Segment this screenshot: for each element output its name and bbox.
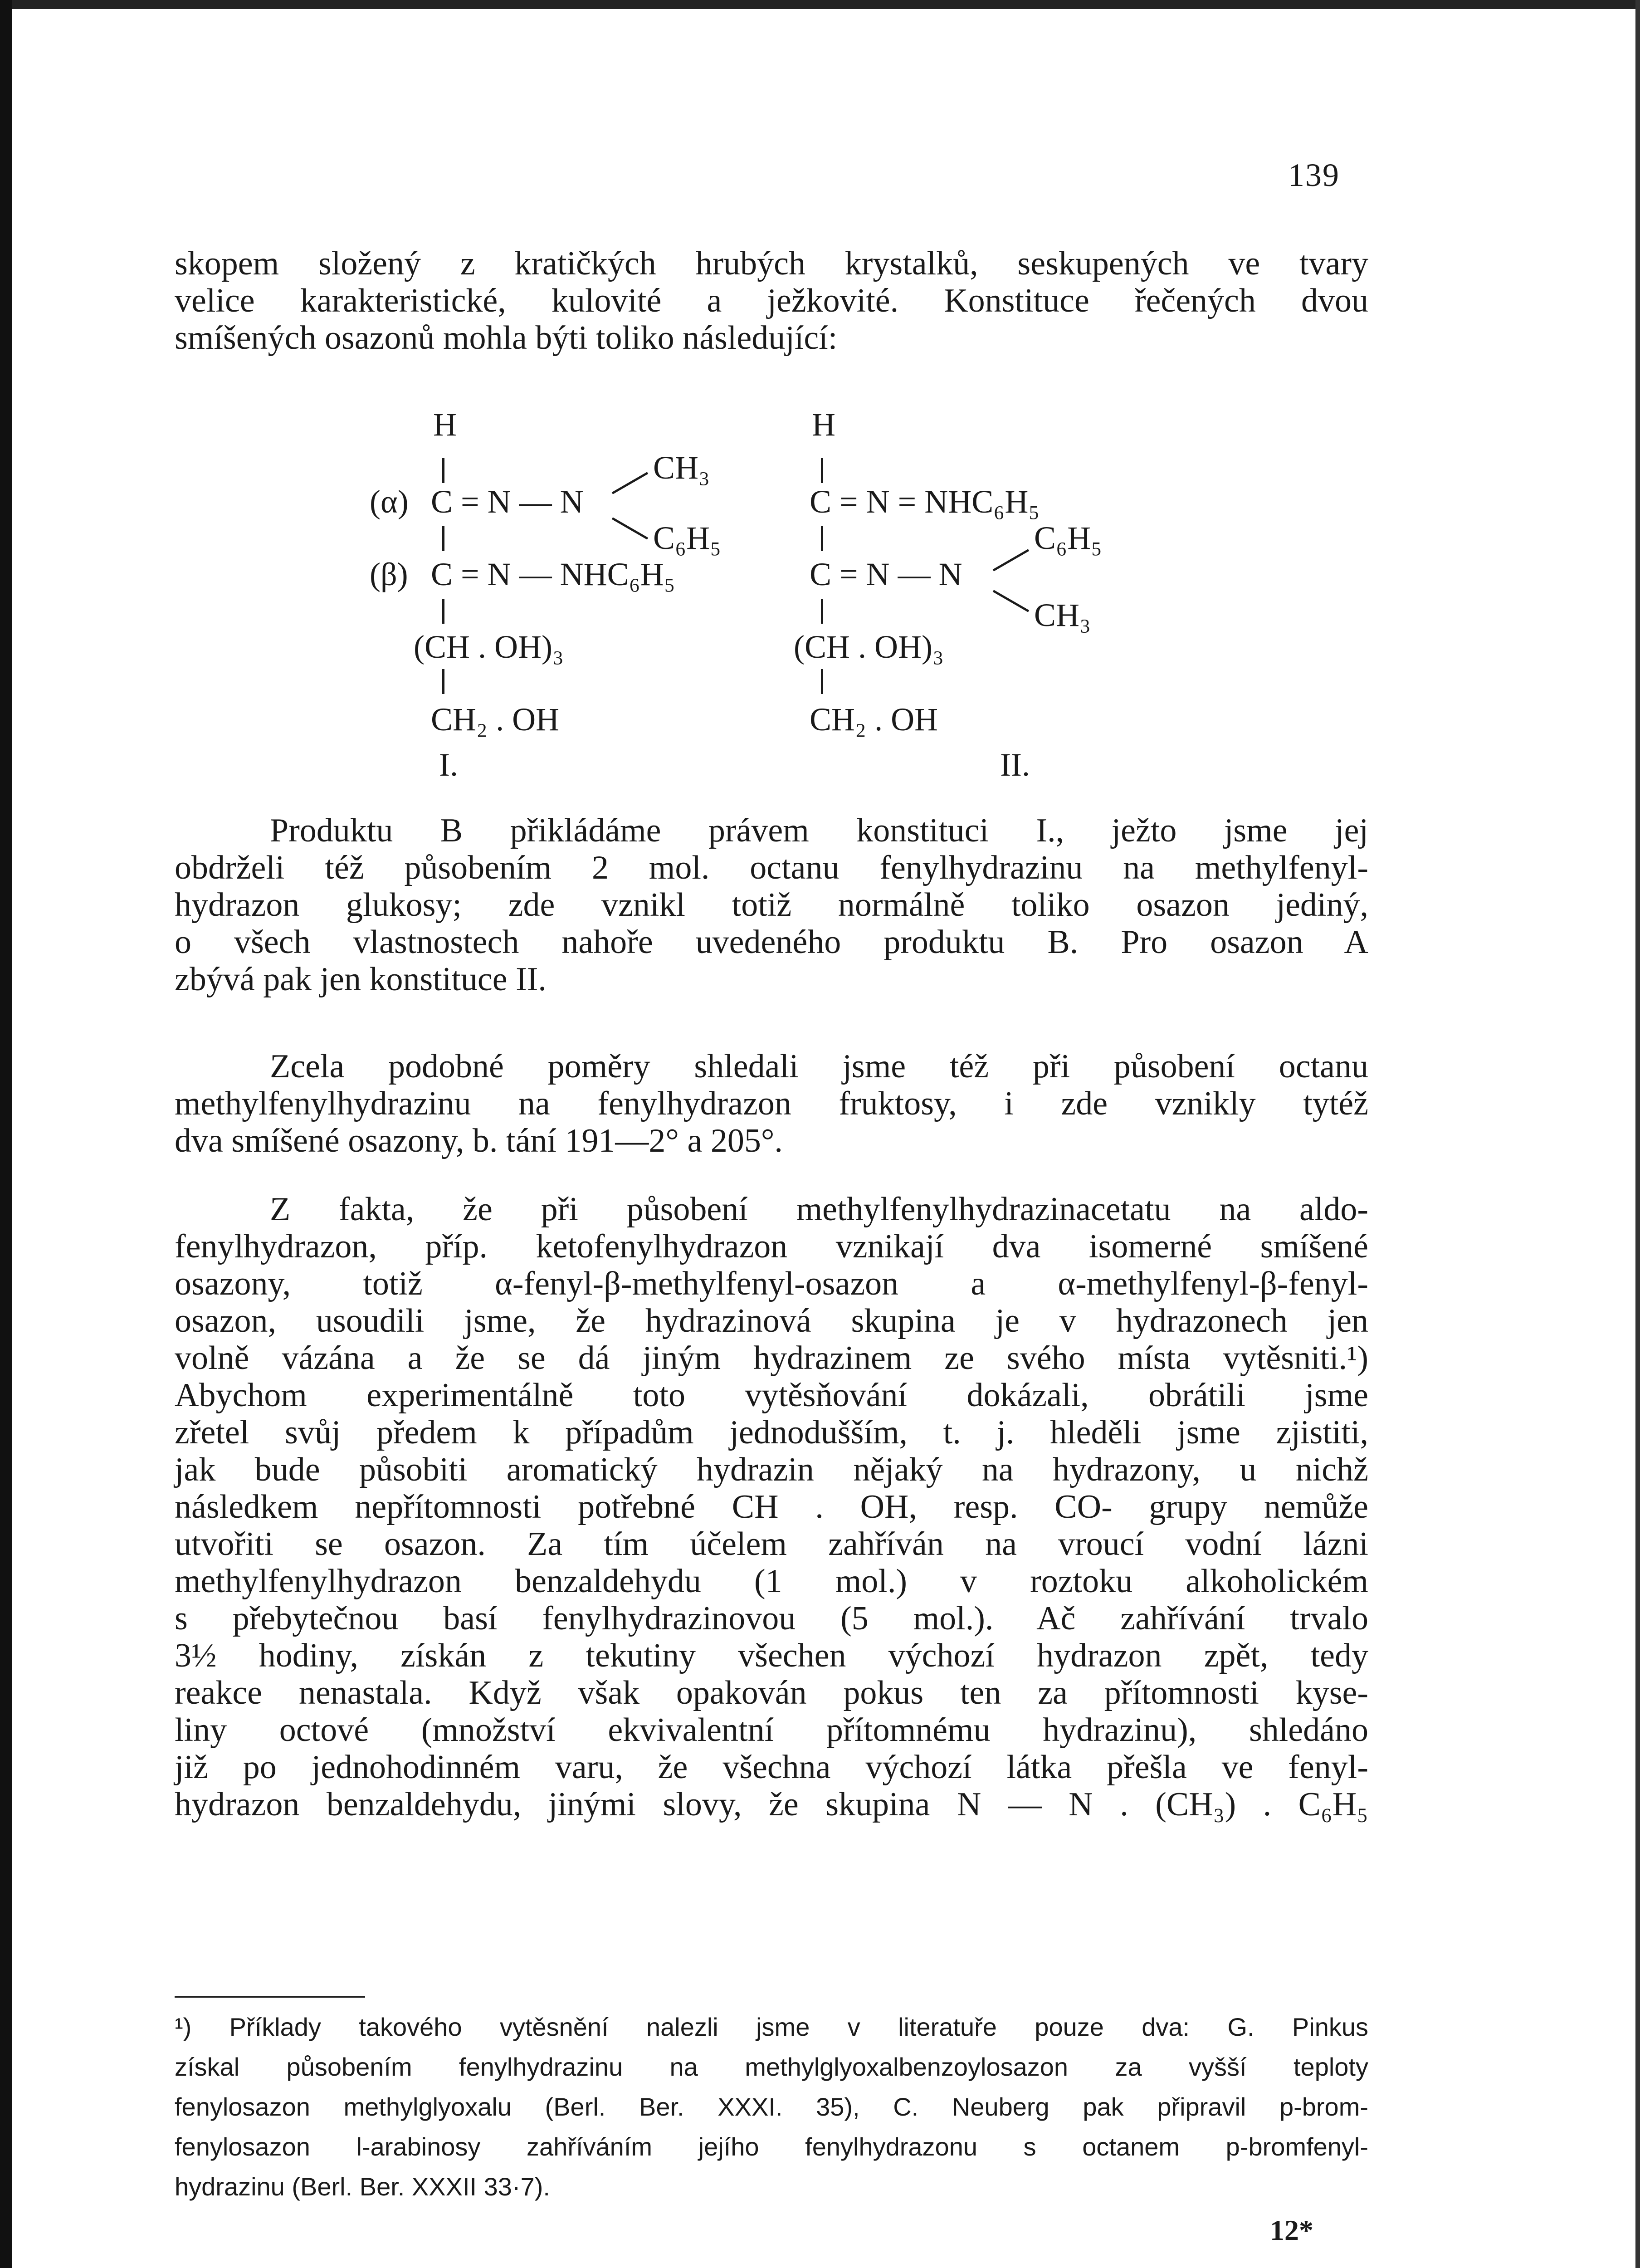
text-line: obdrželi též působením 2 mol. octanu fenylhydrazinu na methylfenyl- [175, 849, 1368, 886]
text-line: zbývá pak jen konstituce II. [175, 961, 547, 998]
intro-paragraph [175, 245, 1368, 357]
text-line: zřetel svůj předem k případům jednodušším, t. j. hleděli jsme zjistiti, [175, 1414, 1368, 1451]
formula-II-label: II. [1000, 747, 1030, 783]
bond-diagonal-down [612, 517, 648, 539]
formula-I-row2: C = N — NHC₆H₅ [431, 556, 675, 592]
text-line: již po jednohodinném varu, že všechna výchozí látka přešla ve fenyl- [175, 1749, 1368, 1786]
text-line: volně vázána a že se dá jiným hydrazinem ze svého místa vytěsniti.¹) [175, 1339, 1368, 1377]
footnote [175, 2007, 1368, 2207]
text-line: liny octové (množství ekvivalentní přítomnému hydrazinu), shledáno [175, 1711, 1368, 1749]
formula-II-row4: CH₂ . OH [810, 701, 938, 738]
structural-formulas [0, 0, 1640, 816]
bond-diagonal-up [993, 549, 1029, 571]
text-line: s přebytečnou basí fenylhydrazinovou (5 mol.). Ač zahřívání trvalo [175, 1600, 1368, 1637]
text-line: osazony, totiž α-fenyl-β-methylfenyl-osazon a α-methylfenyl-β-fenyl- [175, 1265, 1368, 1302]
formula-II-row2: C = N — N [810, 556, 962, 592]
paragraph-zcela [175, 1048, 1368, 1159]
bond-vertical [442, 599, 444, 624]
footnote-line: fenylosazon l-arabinosy zahříváním jejího fenylhydrazonu s octanem p-bromfenyl- [175, 2132, 1368, 2161]
text-line: velice karakteristické, kulovité a ježkovité. Konstituce řečených dvou [175, 282, 1368, 319]
bond-vertical [442, 526, 444, 551]
text-line: hydrazon glukosy; zde vznikl totiž normálně toliko osazon jediný, [175, 886, 1368, 924]
text-line: osazon, usoudili jsme, že hydrazinová skupina je v hydrazonech jen [175, 1302, 1368, 1339]
paragraph-produktu [175, 812, 1368, 998]
text-line: skopem složený z kratičkých hrubých krystalků, seskupených ve tvary [175, 245, 1368, 282]
bond-vertical [821, 458, 823, 483]
text-line: o všech vlastnostech nahoře uvedeného produktu B. Pro osazon A [175, 924, 1368, 961]
paragraph-fakta [175, 1191, 1368, 1823]
formula-II-row3: (CH . OH)₃ [794, 629, 944, 665]
signature-mark: 12* [1270, 2214, 1313, 2246]
page-number: 139 [1288, 157, 1340, 193]
formula-I-ch3: CH₃ [653, 450, 710, 486]
footnote-rule [175, 1996, 365, 1998]
formula-I-alpha-label: (α) [370, 484, 409, 520]
footnote-line: získal působením fenylhydrazinu na methylglyoxalbenzoylosazon za vyšší teploty [175, 2053, 1368, 2081]
footnote-line: fenylosazon methylglyoxalu (Berl. Ber. XXXI. 35), C. Neuberg pak připravil p-brom- [175, 2092, 1368, 2121]
formula-II-row1: C = N = NHC₆H₅ [810, 484, 1040, 520]
scan-border-right [1635, 0, 1640, 2268]
text-line: methylfenylhydrazinu na fenylhydrazon fruktosy, i zde vznikly tytéž [175, 1085, 1368, 1122]
text-line: Zcela podobné poměry shledali jsme též při působení octanu [270, 1048, 1368, 1085]
formula-II-hydrogen: H [812, 406, 835, 443]
footnote-line: ¹) Příklady takového vytěsnění nalezli jsme v literatuře pouze dva: G. Pinkus [175, 2013, 1368, 2041]
bond-vertical [442, 669, 444, 694]
text-line: Abychom experimentálně toto vytěsňování dokázali, obrátili jsme [175, 1377, 1368, 1414]
formula-I-row3: (CH . OH)₃ [414, 629, 564, 665]
text-line: hydrazon benzaldehydu, jinými slovy, že skupina N — N . (CH₃) . C₆H₅ [175, 1786, 1368, 1823]
formula-I-row4: CH₂ . OH [431, 701, 560, 738]
bond-vertical [821, 669, 823, 694]
text-line: fenylhydrazon, příp. ketofenylhydrazon vznikají dva isomerné smíšené [175, 1228, 1368, 1265]
text-line: Z fakta, že při působení methylfenylhydrazinacetatu na aldo- [270, 1191, 1368, 1228]
bond-vertical [442, 458, 444, 483]
footnote-line: hydrazinu (Berl. Ber. XXXII 33·7). [175, 2172, 550, 2201]
formula-II-ch3: CH₃ [1034, 597, 1091, 633]
text-line: Produktu B přikládáme právem konstituci I., ježto jsme jej [270, 812, 1368, 849]
text-line: následkem nepřítomnosti potřebné CH . OH, resp. CO- grupy nemůže [175, 1488, 1368, 1525]
text-line: reakce nenastala. Když však opakován pokus ten za přítomnosti kyse- [175, 1674, 1368, 1711]
text-line: utvořiti se osazon. Za tím účelem zahříván na vroucí vodní lázni [175, 1525, 1368, 1563]
bond-vertical [821, 526, 823, 551]
bond-diagonal-down [993, 590, 1029, 612]
text-line: jak bude působiti aromatický hydrazin nějaký na hydrazony, u nichž [175, 1451, 1368, 1488]
formula-I-beta-label: (β) [370, 556, 408, 592]
scan-border-left [0, 0, 12, 2268]
formula-I-row1: C = N — N [431, 484, 584, 520]
formula-I-label: I. [439, 747, 458, 783]
text-line: smíšených osazonů mohla býti toliko následující: [175, 319, 838, 357]
formula-II-c6h5: C₆H₅ [1034, 520, 1103, 556]
text-line: dva smíšené osazony, b. tání 191—2° a 205°. [175, 1122, 783, 1159]
text-line: methylfenylhydrazon benzaldehydu (1 mol.) v roztoku alkoholickém [175, 1563, 1368, 1600]
bond-vertical [821, 599, 823, 624]
scan-border-top [0, 0, 1640, 9]
text-line: 3½ hodiny, získán z tekutiny všechen výchozí hydrazon zpět, tedy [175, 1637, 1368, 1674]
formula-I-hydrogen: H [433, 406, 457, 443]
formula-I-c6h5: C₆H₅ [653, 520, 722, 556]
bond-diagonal-up [612, 472, 648, 494]
